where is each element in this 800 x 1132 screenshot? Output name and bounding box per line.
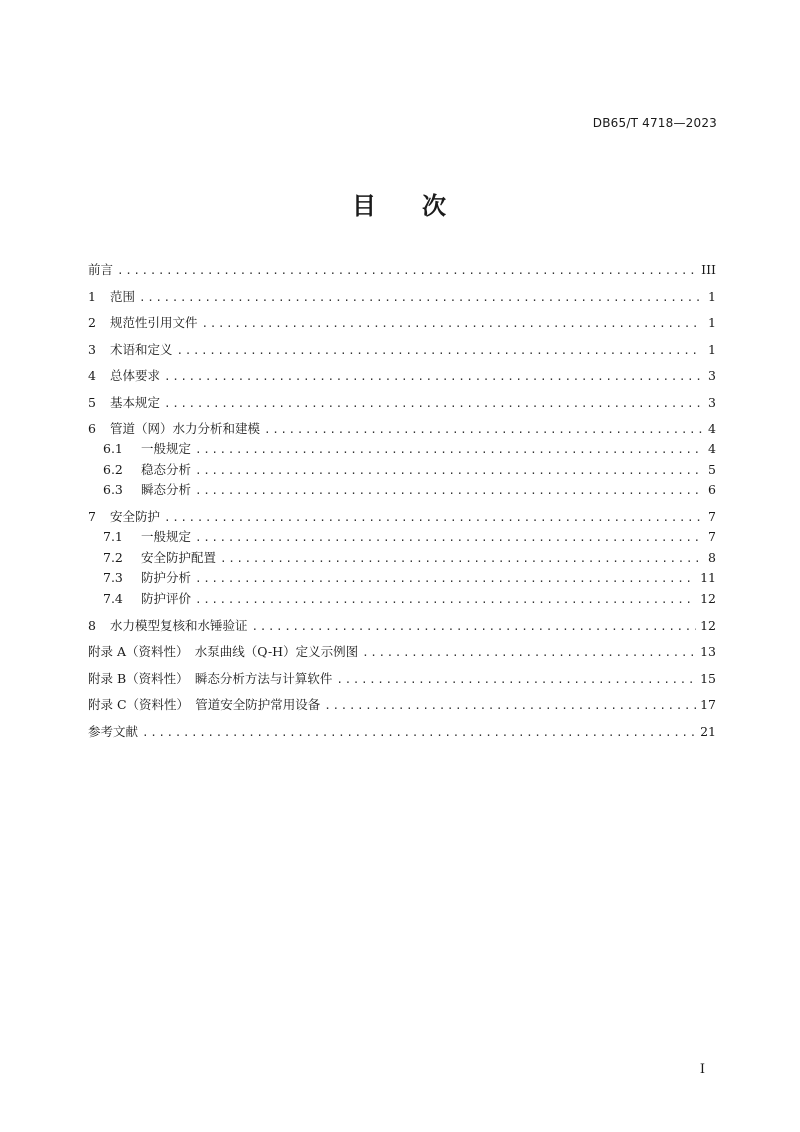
toc-entry-label: 防护评价	[141, 590, 192, 606]
toc-entry-page: 1	[708, 341, 716, 357]
toc-entry[interactable]	[88, 393, 716, 413]
toc-entry-number: 7.2	[103, 549, 123, 565]
toc-subentry[interactable]	[88, 527, 716, 548]
toc-entry[interactable]	[88, 722, 716, 742]
toc-entry[interactable]	[88, 695, 716, 715]
toc-leader-dots	[195, 481, 702, 501]
toc-entry-page: 11	[700, 570, 716, 585]
toc-entry-page: 7	[708, 509, 716, 524]
toc-entry-page: 13	[700, 644, 716, 659]
toc-entry-number: 7.1	[103, 529, 123, 544]
toc-leader-dots	[324, 696, 696, 716]
toc-entry-page: 4	[708, 421, 716, 436]
toc-leader-dots	[117, 261, 697, 281]
toc-entry-label: 瞬态分析	[141, 482, 192, 497]
toc-entry[interactable]	[88, 419, 716, 439]
table-of-contents	[88, 260, 716, 742]
toc-entry-label: 一般规定	[141, 529, 192, 544]
toc-entry-page: 21	[700, 723, 716, 739]
toc-entry[interactable]	[88, 366, 716, 386]
toc-entry-number: 7	[88, 509, 96, 524]
toc-entry[interactable]	[88, 616, 716, 636]
toc-entry-label: 附录 B（资料性） 瞬态分析方法与计算软件	[88, 670, 333, 686]
toc-entry[interactable]	[88, 313, 716, 333]
toc-entry-label: 附录 A（资料性） 水泵曲线（Q-H）定义示例图	[88, 644, 359, 659]
toc-entry-label: 前言	[88, 262, 114, 277]
toc-entry[interactable]	[88, 340, 716, 360]
toc-entry-label: 安全防护	[110, 509, 161, 524]
toc-entry-page: 12	[700, 617, 716, 633]
footer-page-number: I	[699, 1062, 705, 1077]
toc-entry-label: 规范性引用文件	[110, 315, 198, 330]
toc-entry-page: 12	[700, 590, 716, 606]
toc-entry-label: 水力模型复核和水锤验证	[110, 617, 248, 633]
toc-entry-label: 稳态分析	[141, 461, 192, 477]
toc-leader-dots	[195, 569, 696, 589]
toc-subentry[interactable]	[88, 480, 716, 501]
toc-leader-dots	[195, 461, 702, 481]
toc-leader-dots	[336, 670, 696, 690]
toc-entry[interactable]	[88, 287, 716, 307]
toc-title	[0, 186, 800, 221]
toc-leader-dots	[139, 288, 702, 308]
toc-leader-dots	[195, 528, 702, 548]
toc-entry-label: 安全防护配置	[141, 549, 217, 565]
toc-entry-page: 3	[708, 368, 716, 383]
toc-leader-dots	[195, 590, 696, 610]
toc-leader-dots	[264, 420, 702, 440]
toc-entry-page: III	[701, 262, 716, 277]
toc-entry-label: 防护分析	[141, 570, 192, 585]
toc-entry-page: 7	[708, 529, 716, 544]
toc-entry-label: 基本规定	[110, 394, 161, 410]
toc-entry-label: 参考文献	[88, 723, 139, 739]
toc-title-char-2: 次	[422, 192, 448, 220]
toc-entry[interactable]	[88, 260, 716, 280]
toc-leader-dots	[362, 643, 696, 663]
toc-entry-number: 5	[88, 394, 96, 410]
toc-entry-page: 3	[708, 394, 716, 410]
toc-entry-page: 5	[708, 461, 716, 477]
toc-leader-dots	[164, 394, 702, 414]
toc-entry-number: 4	[88, 368, 96, 383]
toc-entry-number: 6	[88, 421, 96, 436]
toc-entry-page: 1	[708, 288, 716, 304]
toc-leader-dots	[142, 723, 696, 743]
toc-entry-number: 6.1	[103, 441, 123, 456]
toc-leader-dots	[177, 341, 702, 361]
toc-subentry[interactable]	[88, 460, 716, 481]
toc-entry-number: 6.2	[103, 461, 123, 477]
toc-entry-page: 8	[708, 549, 716, 565]
toc-entry-page: 17	[700, 697, 716, 712]
toc-entry-page: 4	[708, 441, 716, 456]
toc-leader-dots	[164, 367, 702, 387]
toc-entry-label: 管道（网）水力分析和建模	[110, 421, 261, 436]
toc-entry-page: 1	[708, 315, 716, 330]
toc-entry-page: 6	[708, 482, 716, 497]
toc-entry-label: 范围	[110, 288, 136, 304]
toc-entry-number: 2	[88, 315, 96, 330]
toc-entry-number: 6.3	[103, 482, 123, 497]
toc-entry-label: 术语和定义	[110, 341, 173, 357]
toc-entry-label: 附录 C（资料性） 管道安全防护常用设备	[88, 697, 321, 712]
toc-subentry[interactable]	[88, 589, 716, 610]
toc-entry-label: 总体要求	[110, 368, 161, 383]
toc-entry[interactable]	[88, 669, 716, 689]
toc-entry[interactable]	[88, 507, 716, 527]
toc-leader-dots	[252, 617, 697, 637]
toc-entry-number: 7.3	[103, 570, 123, 585]
toc-entry-number: 7.4	[103, 590, 123, 606]
toc-entry-page: 15	[700, 670, 716, 686]
toc-entry-label: 一般规定	[141, 441, 192, 456]
document-code: DB65/T 4718—2023	[592, 116, 717, 130]
toc-leader-dots	[195, 440, 702, 460]
toc-subentry[interactable]	[88, 568, 716, 589]
toc-leader-dots	[164, 508, 702, 528]
toc-entry-number: 3	[88, 341, 96, 357]
toc-subentry[interactable]	[88, 439, 716, 460]
toc-leader-dots	[202, 314, 702, 334]
toc-entry-number: 8	[88, 617, 96, 633]
toc-subentry[interactable]	[88, 548, 716, 569]
toc-title-char-1: 目	[352, 192, 378, 220]
toc-entry[interactable]	[88, 642, 716, 662]
toc-entry-number: 1	[88, 288, 96, 304]
toc-leader-dots	[220, 549, 702, 569]
